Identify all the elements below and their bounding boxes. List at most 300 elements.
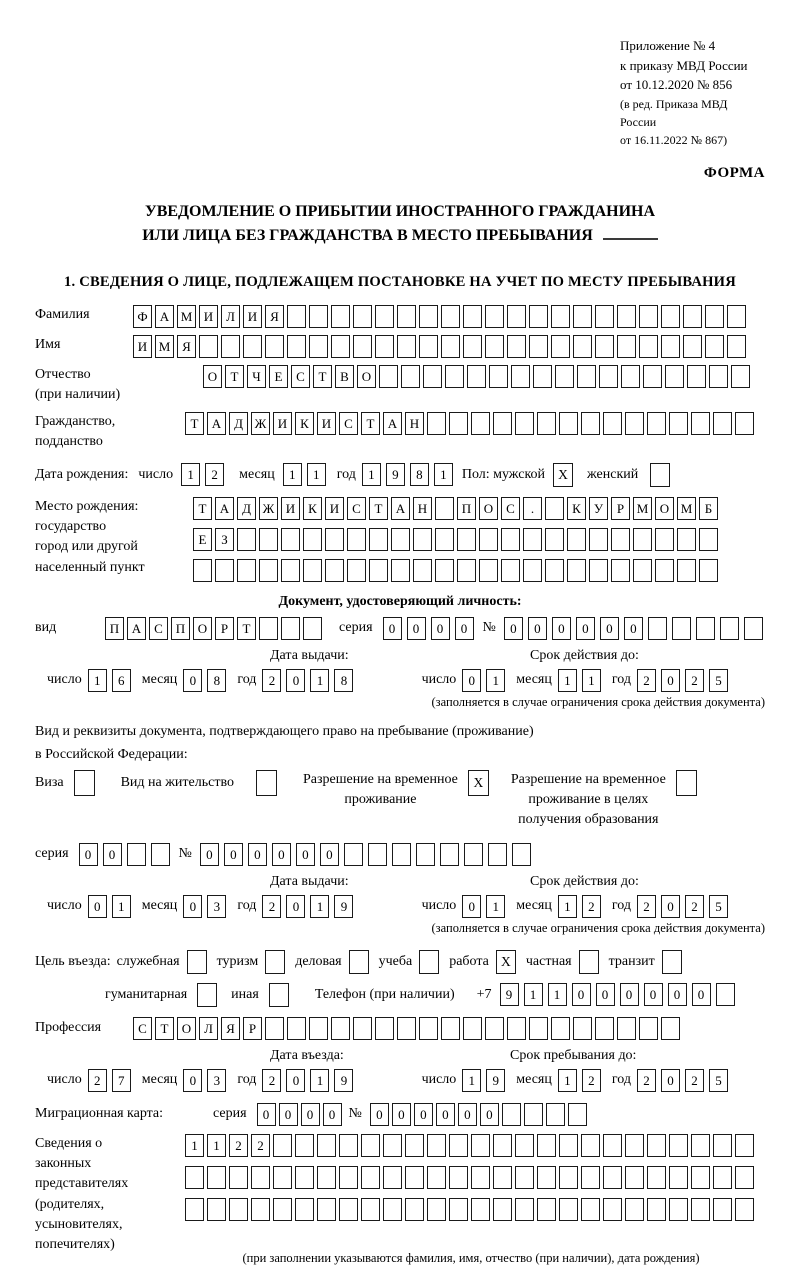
char-cell[interactable]: [705, 335, 724, 358]
char-cell[interactable]: [546, 1103, 565, 1126]
char-cell[interactable]: [731, 365, 750, 388]
char-cell[interactable]: [397, 1017, 416, 1040]
char-cell[interactable]: [369, 559, 388, 582]
char-cell[interactable]: 0: [296, 843, 315, 866]
char-cell[interactable]: [691, 1166, 710, 1189]
temporary-residence-education-checkbox[interactable]: [676, 770, 697, 796]
char-cell[interactable]: [485, 335, 504, 358]
char-cell[interactable]: [303, 528, 322, 551]
char-cell[interactable]: [559, 1134, 578, 1157]
char-cell[interactable]: [375, 305, 394, 328]
char-cell[interactable]: [545, 528, 564, 551]
char-cell[interactable]: 3: [207, 1069, 226, 1092]
char-cell[interactable]: [551, 305, 570, 328]
char-cell[interactable]: И: [243, 305, 262, 328]
char-cell[interactable]: 0: [661, 895, 680, 918]
char-cell[interactable]: [251, 1166, 270, 1189]
char-cell[interactable]: [383, 1166, 402, 1189]
char-cell[interactable]: [479, 528, 498, 551]
char-cell[interactable]: [489, 365, 508, 388]
char-cell[interactable]: [502, 1103, 521, 1126]
char-cell[interactable]: [287, 1017, 306, 1040]
char-cell[interactable]: [713, 1166, 732, 1189]
char-cell[interactable]: Т: [155, 1017, 174, 1040]
char-cell[interactable]: [537, 1166, 556, 1189]
char-cell[interactable]: [405, 1166, 424, 1189]
char-cell[interactable]: 5: [709, 895, 728, 918]
char-cell[interactable]: [699, 559, 718, 582]
char-cell[interactable]: [479, 559, 498, 582]
char-cell[interactable]: [669, 1166, 688, 1189]
char-cell[interactable]: [555, 365, 574, 388]
char-cell[interactable]: 0: [455, 617, 474, 640]
char-cell[interactable]: [207, 1166, 226, 1189]
char-cell[interactable]: С: [339, 412, 358, 435]
char-cell[interactable]: [533, 365, 552, 388]
char-cell[interactable]: [303, 559, 322, 582]
char-cell[interactable]: 0: [183, 895, 202, 918]
char-cell[interactable]: [273, 1134, 292, 1157]
char-cell[interactable]: 0: [224, 843, 243, 866]
char-cell[interactable]: [621, 365, 640, 388]
char-cell[interactable]: [463, 305, 482, 328]
char-cell[interactable]: 1: [524, 983, 543, 1006]
char-cell[interactable]: Р: [611, 497, 630, 520]
char-cell[interactable]: [639, 305, 658, 328]
char-cell[interactable]: [683, 305, 702, 328]
char-cell[interactable]: [427, 1166, 446, 1189]
char-cell[interactable]: 0: [323, 1103, 342, 1126]
char-cell[interactable]: Я: [221, 1017, 240, 1040]
char-cell[interactable]: [713, 1198, 732, 1221]
char-cell[interactable]: Л: [221, 305, 240, 328]
char-cell[interactable]: 1: [310, 895, 329, 918]
char-cell[interactable]: [361, 1134, 380, 1157]
char-cell[interactable]: [221, 335, 240, 358]
char-cell[interactable]: [639, 1017, 658, 1040]
char-cell[interactable]: [441, 335, 460, 358]
char-cell[interactable]: 8: [334, 669, 353, 692]
char-cell[interactable]: Е: [269, 365, 288, 388]
char-cell[interactable]: [511, 365, 530, 388]
char-cell[interactable]: А: [383, 412, 402, 435]
char-cell[interactable]: 1: [283, 463, 302, 486]
char-cell[interactable]: 1: [558, 895, 577, 918]
char-cell[interactable]: [317, 1198, 336, 1221]
char-cell[interactable]: [463, 335, 482, 358]
char-cell[interactable]: [347, 528, 366, 551]
char-cell[interactable]: О: [203, 365, 222, 388]
visa-checkbox[interactable]: [74, 770, 95, 796]
purpose-work-checkbox[interactable]: X: [496, 950, 516, 974]
char-cell[interactable]: О: [479, 497, 498, 520]
char-cell[interactable]: [507, 305, 526, 328]
char-cell[interactable]: А: [207, 412, 226, 435]
char-cell[interactable]: 2: [637, 669, 656, 692]
char-cell[interactable]: [617, 1017, 636, 1040]
char-cell[interactable]: [599, 365, 618, 388]
char-cell[interactable]: [265, 1017, 284, 1040]
char-cell[interactable]: [727, 335, 746, 358]
char-cell[interactable]: [493, 1166, 512, 1189]
purpose-business-checkbox[interactable]: [349, 950, 369, 974]
char-cell[interactable]: [515, 1134, 534, 1157]
char-cell[interactable]: 0: [462, 669, 481, 692]
char-cell[interactable]: [375, 335, 394, 358]
char-cell[interactable]: [237, 559, 256, 582]
char-cell[interactable]: [449, 412, 468, 435]
char-cell[interactable]: [577, 365, 596, 388]
char-cell[interactable]: [661, 335, 680, 358]
char-cell[interactable]: [127, 843, 146, 866]
char-cell[interactable]: 0: [279, 1103, 298, 1126]
char-cell[interactable]: [716, 983, 735, 1006]
char-cell[interactable]: 9: [334, 895, 353, 918]
char-cell[interactable]: [361, 1166, 380, 1189]
char-cell[interactable]: [325, 528, 344, 551]
char-cell[interactable]: [581, 412, 600, 435]
char-cell[interactable]: [457, 559, 476, 582]
char-cell[interactable]: [643, 365, 662, 388]
char-cell[interactable]: 0: [572, 983, 591, 1006]
char-cell[interactable]: 2: [685, 669, 704, 692]
char-cell[interactable]: [603, 1198, 622, 1221]
char-cell[interactable]: [573, 1017, 592, 1040]
char-cell[interactable]: [353, 335, 372, 358]
char-cell[interactable]: [573, 335, 592, 358]
char-cell[interactable]: 1: [112, 895, 131, 918]
char-cell[interactable]: [397, 305, 416, 328]
char-cell[interactable]: 1: [307, 463, 326, 486]
char-cell[interactable]: О: [193, 617, 212, 640]
char-cell[interactable]: 0: [644, 983, 663, 1006]
char-cell[interactable]: Б: [699, 497, 718, 520]
char-cell[interactable]: [661, 305, 680, 328]
char-cell[interactable]: 6: [112, 669, 131, 692]
char-cell[interactable]: [251, 1198, 270, 1221]
char-cell[interactable]: [573, 305, 592, 328]
char-cell[interactable]: 0: [248, 843, 267, 866]
char-cell[interactable]: [647, 1134, 666, 1157]
char-cell[interactable]: [229, 1166, 248, 1189]
char-cell[interactable]: [440, 843, 459, 866]
char-cell[interactable]: [677, 528, 696, 551]
char-cell[interactable]: [515, 1198, 534, 1221]
char-cell[interactable]: 0: [692, 983, 711, 1006]
char-cell[interactable]: В: [335, 365, 354, 388]
char-cell[interactable]: 0: [183, 1069, 202, 1092]
char-cell[interactable]: Л: [199, 1017, 218, 1040]
char-cell[interactable]: 2: [637, 1069, 656, 1092]
char-cell[interactable]: [603, 1134, 622, 1157]
char-cell[interactable]: 1: [310, 1069, 329, 1092]
char-cell[interactable]: О: [655, 497, 674, 520]
char-cell[interactable]: 1: [88, 669, 107, 692]
char-cell[interactable]: [537, 1198, 556, 1221]
sex-male-checkbox[interactable]: X: [553, 463, 573, 487]
char-cell[interactable]: Т: [193, 497, 212, 520]
char-cell[interactable]: 5: [709, 669, 728, 692]
char-cell[interactable]: 1: [548, 983, 567, 1006]
char-cell[interactable]: [529, 305, 548, 328]
char-cell[interactable]: 0: [88, 895, 107, 918]
char-cell[interactable]: И: [199, 305, 218, 328]
char-cell[interactable]: [589, 559, 608, 582]
char-cell[interactable]: [401, 365, 420, 388]
char-cell[interactable]: [559, 1198, 578, 1221]
char-cell[interactable]: [259, 617, 278, 640]
char-cell[interactable]: [501, 559, 520, 582]
char-cell[interactable]: [375, 1017, 394, 1040]
char-cell[interactable]: [595, 1017, 614, 1040]
char-cell[interactable]: [655, 559, 674, 582]
char-cell[interactable]: [287, 305, 306, 328]
char-cell[interactable]: [617, 305, 636, 328]
char-cell[interactable]: 0: [183, 669, 202, 692]
char-cell[interactable]: 2: [262, 895, 281, 918]
char-cell[interactable]: Ж: [259, 497, 278, 520]
char-cell[interactable]: 1: [362, 463, 381, 486]
char-cell[interactable]: [471, 1134, 490, 1157]
char-cell[interactable]: [647, 1166, 666, 1189]
char-cell[interactable]: [441, 1017, 460, 1040]
char-cell[interactable]: П: [171, 617, 190, 640]
char-cell[interactable]: [625, 1198, 644, 1221]
char-cell[interactable]: [151, 843, 170, 866]
char-cell[interactable]: 1: [462, 1069, 481, 1092]
char-cell[interactable]: [713, 1134, 732, 1157]
char-cell[interactable]: 3: [207, 895, 226, 918]
char-cell[interactable]: С: [291, 365, 310, 388]
char-cell[interactable]: [309, 305, 328, 328]
char-cell[interactable]: С: [133, 1017, 152, 1040]
char-cell[interactable]: 0: [200, 843, 219, 866]
char-cell[interactable]: [559, 1166, 578, 1189]
purpose-tourism-checkbox[interactable]: [265, 950, 285, 974]
char-cell[interactable]: 0: [620, 983, 639, 1006]
char-cell[interactable]: [309, 335, 328, 358]
char-cell[interactable]: [677, 559, 696, 582]
char-cell[interactable]: [625, 1134, 644, 1157]
char-cell[interactable]: [419, 1017, 438, 1040]
char-cell[interactable]: [691, 1198, 710, 1221]
char-cell[interactable]: Я: [265, 305, 284, 328]
char-cell[interactable]: А: [155, 305, 174, 328]
char-cell[interactable]: [633, 559, 652, 582]
char-cell[interactable]: [281, 617, 300, 640]
char-cell[interactable]: [691, 412, 710, 435]
char-cell[interactable]: [515, 412, 534, 435]
char-cell[interactable]: [457, 528, 476, 551]
char-cell[interactable]: 0: [272, 843, 291, 866]
char-cell[interactable]: [331, 305, 350, 328]
char-cell[interactable]: 0: [600, 617, 619, 640]
char-cell[interactable]: [295, 1166, 314, 1189]
char-cell[interactable]: [397, 335, 416, 358]
char-cell[interactable]: [303, 617, 322, 640]
char-cell[interactable]: 2: [88, 1069, 107, 1092]
char-cell[interactable]: Я: [177, 335, 196, 358]
char-cell[interactable]: [441, 305, 460, 328]
char-cell[interactable]: [537, 1134, 556, 1157]
char-cell[interactable]: [720, 617, 739, 640]
char-cell[interactable]: [713, 412, 732, 435]
char-cell[interactable]: [243, 335, 262, 358]
char-cell[interactable]: [391, 528, 410, 551]
char-cell[interactable]: 9: [386, 463, 405, 486]
char-cell[interactable]: [709, 365, 728, 388]
char-cell[interactable]: 2: [205, 463, 224, 486]
char-cell[interactable]: П: [457, 497, 476, 520]
char-cell[interactable]: [669, 412, 688, 435]
char-cell[interactable]: 5: [709, 1069, 728, 1092]
char-cell[interactable]: [207, 1198, 226, 1221]
char-cell[interactable]: [523, 528, 542, 551]
char-cell[interactable]: 1: [185, 1134, 204, 1157]
purpose-transit-checkbox[interactable]: [662, 950, 682, 974]
char-cell[interactable]: [379, 365, 398, 388]
char-cell[interactable]: [551, 335, 570, 358]
char-cell[interactable]: З: [215, 528, 234, 551]
char-cell[interactable]: [611, 528, 630, 551]
char-cell[interactable]: [361, 1198, 380, 1221]
char-cell[interactable]: 8: [410, 463, 429, 486]
char-cell[interactable]: Т: [185, 412, 204, 435]
char-cell[interactable]: [449, 1198, 468, 1221]
char-cell[interactable]: [416, 843, 435, 866]
char-cell[interactable]: 1: [310, 669, 329, 692]
char-cell[interactable]: [545, 559, 564, 582]
purpose-private-checkbox[interactable]: [579, 950, 599, 974]
char-cell[interactable]: [317, 1166, 336, 1189]
char-cell[interactable]: 2: [262, 669, 281, 692]
char-cell[interactable]: [435, 559, 454, 582]
char-cell[interactable]: [419, 335, 438, 358]
char-cell[interactable]: [339, 1134, 358, 1157]
char-cell[interactable]: 0: [462, 895, 481, 918]
char-cell[interactable]: Т: [361, 412, 380, 435]
char-cell[interactable]: 1: [181, 463, 200, 486]
char-cell[interactable]: 0: [370, 1103, 389, 1126]
char-cell[interactable]: М: [633, 497, 652, 520]
char-cell[interactable]: [309, 1017, 328, 1040]
char-cell[interactable]: [735, 412, 754, 435]
char-cell[interactable]: [368, 843, 387, 866]
char-cell[interactable]: [603, 412, 622, 435]
char-cell[interactable]: [383, 1198, 402, 1221]
char-cell[interactable]: 2: [262, 1069, 281, 1092]
purpose-humanitarian-checkbox[interactable]: [197, 983, 217, 1007]
char-cell[interactable]: К: [295, 412, 314, 435]
char-cell[interactable]: [295, 1134, 314, 1157]
char-cell[interactable]: [567, 559, 586, 582]
char-cell[interactable]: [467, 365, 486, 388]
char-cell[interactable]: [353, 305, 372, 328]
char-cell[interactable]: [259, 559, 278, 582]
char-cell[interactable]: [488, 843, 507, 866]
char-cell[interactable]: О: [177, 1017, 196, 1040]
char-cell[interactable]: [568, 1103, 587, 1126]
char-cell[interactable]: [471, 412, 490, 435]
char-cell[interactable]: А: [391, 497, 410, 520]
char-cell[interactable]: [427, 412, 446, 435]
char-cell[interactable]: [325, 559, 344, 582]
char-cell[interactable]: [199, 335, 218, 358]
char-cell[interactable]: [423, 365, 442, 388]
char-cell[interactable]: [639, 335, 658, 358]
char-cell[interactable]: [229, 1198, 248, 1221]
char-cell[interactable]: 0: [436, 1103, 455, 1126]
char-cell[interactable]: [705, 305, 724, 328]
char-cell[interactable]: [463, 1017, 482, 1040]
char-cell[interactable]: [735, 1134, 754, 1157]
char-cell[interactable]: 8: [207, 669, 226, 692]
char-cell[interactable]: [485, 1017, 504, 1040]
char-cell[interactable]: 9: [500, 983, 519, 1006]
char-cell[interactable]: И: [325, 497, 344, 520]
char-cell[interactable]: [744, 617, 763, 640]
char-cell[interactable]: [383, 1134, 402, 1157]
char-cell[interactable]: 7: [112, 1069, 131, 1092]
char-cell[interactable]: [331, 1017, 350, 1040]
char-cell[interactable]: И: [317, 412, 336, 435]
char-cell[interactable]: [687, 365, 706, 388]
char-cell[interactable]: [493, 1134, 512, 1157]
char-cell[interactable]: [419, 305, 438, 328]
char-cell[interactable]: 1: [434, 463, 453, 486]
char-cell[interactable]: [699, 528, 718, 551]
char-cell[interactable]: 0: [528, 617, 547, 640]
char-cell[interactable]: [581, 1198, 600, 1221]
char-cell[interactable]: [353, 1017, 372, 1040]
char-cell[interactable]: [265, 335, 284, 358]
char-cell[interactable]: 2: [582, 1069, 601, 1092]
char-cell[interactable]: [273, 1166, 292, 1189]
char-cell[interactable]: [413, 528, 432, 551]
char-cell[interactable]: 0: [661, 669, 680, 692]
char-cell[interactable]: 0: [431, 617, 450, 640]
char-cell[interactable]: 0: [458, 1103, 477, 1126]
char-cell[interactable]: [369, 528, 388, 551]
char-cell[interactable]: 2: [685, 895, 704, 918]
char-cell[interactable]: 0: [383, 617, 402, 640]
char-cell[interactable]: 2: [582, 895, 601, 918]
char-cell[interactable]: [471, 1166, 490, 1189]
char-cell[interactable]: 0: [103, 843, 122, 866]
temporary-residence-checkbox[interactable]: X: [468, 770, 489, 796]
char-cell[interactable]: А: [215, 497, 234, 520]
char-cell[interactable]: [567, 528, 586, 551]
char-cell[interactable]: [193, 559, 212, 582]
char-cell[interactable]: [405, 1198, 424, 1221]
char-cell[interactable]: И: [133, 335, 152, 358]
char-cell[interactable]: 0: [407, 617, 426, 640]
char-cell[interactable]: [185, 1166, 204, 1189]
char-cell[interactable]: Т: [313, 365, 332, 388]
char-cell[interactable]: А: [127, 617, 146, 640]
char-cell[interactable]: [237, 528, 256, 551]
char-cell[interactable]: [661, 1017, 680, 1040]
char-cell[interactable]: 0: [286, 1069, 305, 1092]
char-cell[interactable]: М: [177, 305, 196, 328]
char-cell[interactable]: [493, 1198, 512, 1221]
char-cell[interactable]: [581, 1134, 600, 1157]
char-cell[interactable]: К: [303, 497, 322, 520]
char-cell[interactable]: [391, 559, 410, 582]
char-cell[interactable]: [185, 1198, 204, 1221]
char-cell[interactable]: [317, 1134, 336, 1157]
char-cell[interactable]: [529, 335, 548, 358]
